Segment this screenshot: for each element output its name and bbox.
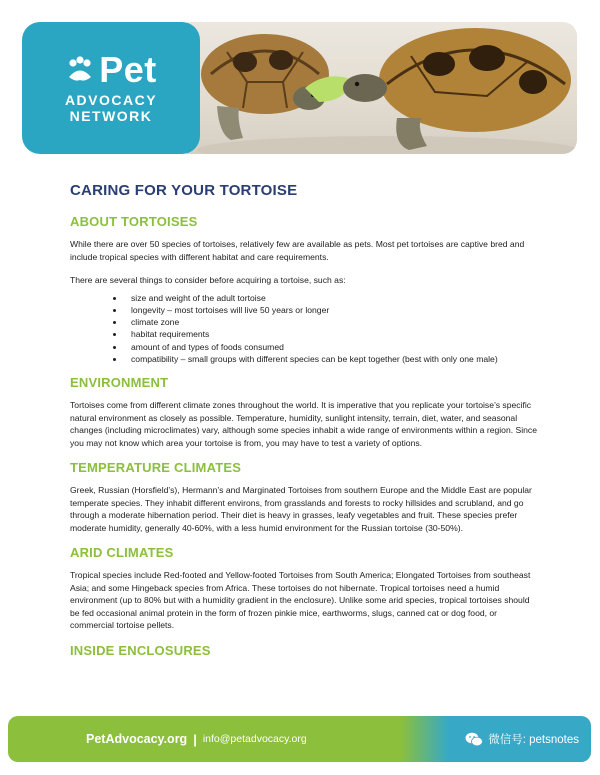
- footer-email-link[interactable]: info@petadvocacy.org: [202, 733, 307, 745]
- temperate-paragraph: Greek, Russian (Horsfield’s), Hermann’s and Marginated Tortoises from southern Europe and the Middle East are popular temperate species. They inhabit different environs, from grasslands and forests to rocky hillsides and scrubland, and go through a moderate hibernation period. Their diet is heavy in grasses, leafy vegetables and fruit. These species prefer moderate humidity, generally 40-60%, with a less humid environment for the Russian tortoise (30-50%).: [70, 485, 532, 533]
- logo-name: Pet: [99, 49, 157, 90]
- section-heading-arid: ARID CLIMATES: [70, 545, 174, 561]
- logo-subtitle-line1: ADVOCACY: [64, 92, 158, 108]
- paw-icon: [65, 55, 95, 85]
- section-heading-inside-enclosures: INSIDE ENCLOSURES: [70, 642, 211, 658]
- watermark: [401, 716, 591, 762]
- footer-separator: |: [193, 731, 197, 747]
- list-item: • climate zone: [125, 316, 540, 328]
- arid-paragraph: Tropical species include Red-footed and Yellow-footed Tortoises from South America; Elongated Tortoises from southeast Asia; and some Hingeback species from Africa. These tortoises do not hibernate. Tropical tortoises need a humid environment (up to 80% but with a humidity gradient in the enclosure). Unlike some arid species, tropical tortoises should be fed occasional animal protein in the form of frozen pinkie mice, earthworms, slugs, canned cat or dog food, or commercial tortoise pellets.: [70, 570, 531, 631]
- list-item: • amount of and types of foods consumed: [125, 341, 540, 353]
- wechat-icon: [465, 732, 483, 747]
- section-heading-temperate: TEMPERATURE CLIMATES: [70, 460, 242, 476]
- logo-subtitle-line2: NETWORK: [69, 108, 153, 124]
- logo: [22, 22, 200, 154]
- list-item: • habitat requirements: [125, 328, 540, 340]
- watermark-text: 微信号: petsnotes: [488, 734, 579, 746]
- about-paragraph-2: There are several things to consider before acquiring a tortoise, such as:: [70, 275, 346, 285]
- page-title: CARING FOR YOUR TORTOISE: [70, 182, 298, 199]
- section-heading-environment: ENVIRONMENT: [70, 375, 169, 391]
- list-item: • size and weight of the adult tortoise: [125, 292, 540, 304]
- tortoise-illustration: [187, 22, 577, 154]
- header-photo-tortoises: [187, 22, 577, 154]
- environment-paragraph: Tortoises come from different climate zones throughout the world. It is imperative that you replicate your tortoise’s specific natural environment as closely as possible. Temperature, humidity, sunlight intensity, terrain, diet, water, and seasonal changes (including microclimates) vary, although some species inhabit a wide range of environments within a region. Since you may not know which area your tortoise is from, you may have to test a variety of options.: [70, 400, 538, 448]
- footer: [8, 716, 591, 762]
- header: [22, 22, 577, 154]
- section-heading-about: ABOUT TORTOISES: [70, 214, 198, 229]
- considerations-list: [70, 292, 540, 366]
- footer-website-link[interactable]: PetAdvocacy.org: [86, 732, 188, 746]
- document-body: [70, 182, 540, 667]
- list-item: • compatibility – small groups with different species can be kept together (best with only one male): [125, 353, 540, 365]
- list-item: • longevity – most tortoises will live 50 years or longer: [125, 304, 540, 316]
- about-paragraph-1: While there are over 50 species of tortoises, relatively few are available as pets. Most pet tortoises are captive bred and include tropical species with different habitat and care requirements.: [70, 239, 525, 262]
